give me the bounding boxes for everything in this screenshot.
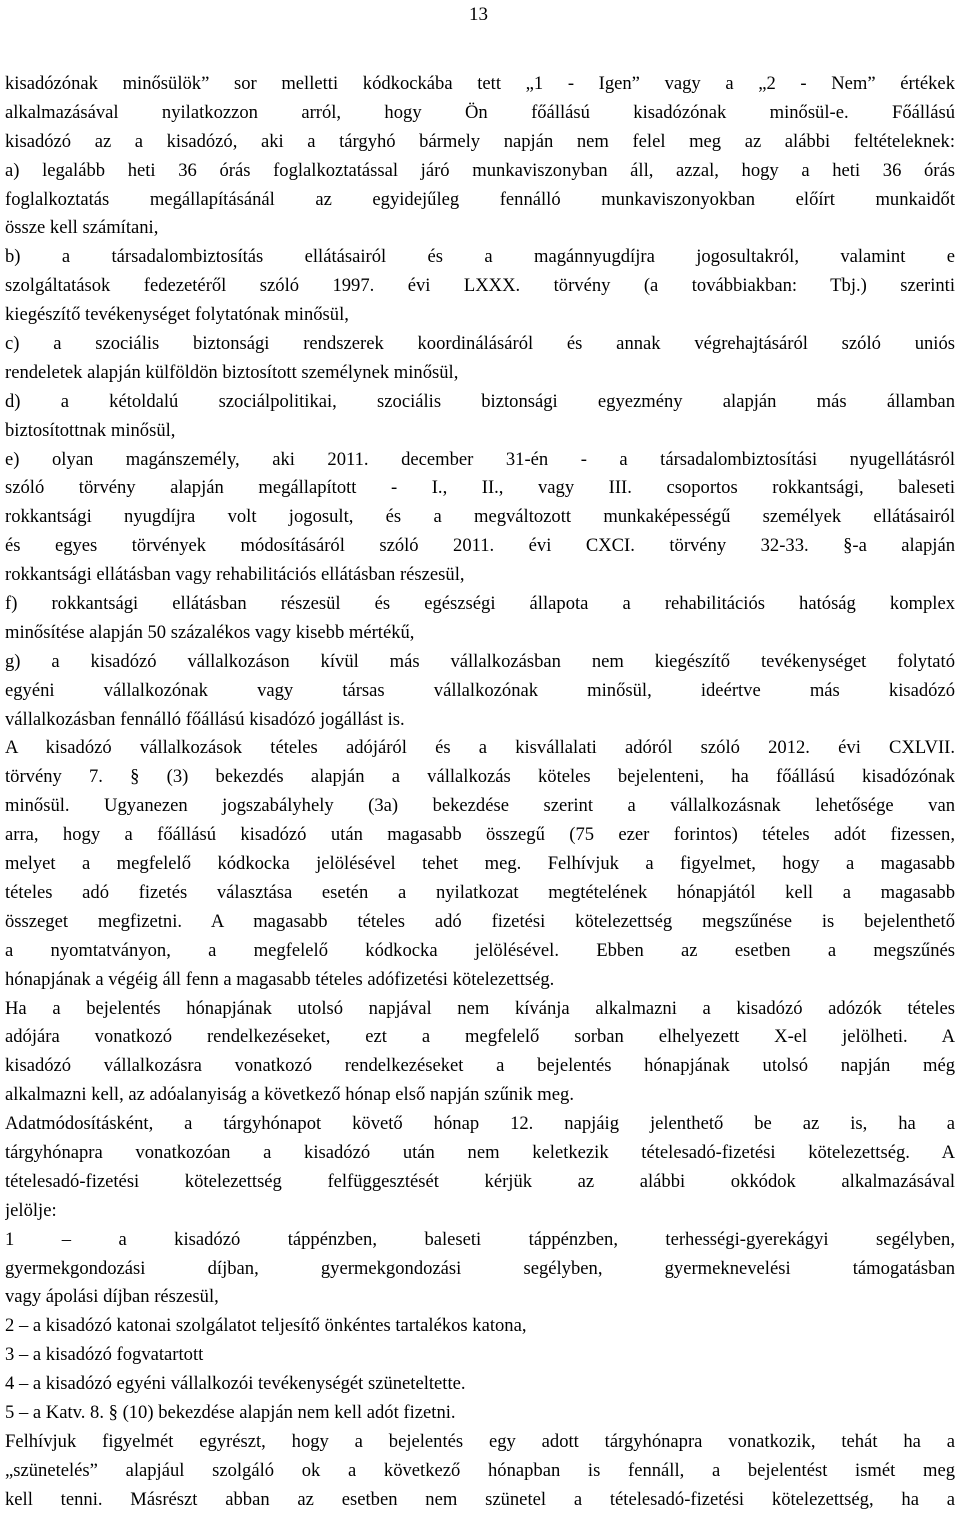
text-line: a) legalább heti 36 órás foglalkoztatással járó munkaviszonyban áll, azzal, hogy a heti 36 órás: [5, 159, 955, 181]
text-line: jelölje:: [5, 1199, 57, 1221]
text-line: alkalmazni kell, az adóalanyiság a következő hónap első napján szűnik meg.: [5, 1084, 574, 1106]
text-line: minősül. Ugyanezen jogszabályhely (3a) bekezdése szerint a vállalkozásnak lehetősége van: [5, 795, 955, 817]
text-line: vállalkozásban fennálló főállású kisadózó jogállást is.: [5, 708, 405, 730]
text-line: f) rokkantsági ellátásban részesül és egészségi állapota a rehabilitációs hatóság komplex: [5, 593, 955, 615]
text-line: „szünetelés” alapjául szolgáló ok a következő hónapban is fennáll, a bejelentést ismét meg: [5, 1459, 955, 1481]
text-line: kell tenni. Másrészt abban az esetben nem szünetel a tételesadó-fizetési kötelezettség, ha a: [5, 1488, 955, 1510]
text-line: gyermekgondozási díjban, gyermekgondozási segélyben, gyermeknevelési támogatásban: [5, 1257, 955, 1279]
text-line: e) olyan magánszemély, aki 2011. december 31-én - a társadalombiztosítási nyugellátásról: [5, 448, 955, 470]
text-line: és egyes törvények módosításáról szóló 2011. évi CXCI. törvény 32-33. §-a alapján: [5, 535, 955, 557]
text-line: kiegészítő tevékenységet folytatónak minősül,: [5, 304, 349, 326]
text-line: d) a kétoldalú szociálpolitikai, szociális biztonsági egyezmény alapján más államban: [5, 390, 955, 412]
text-line: tételesadó-fizetési kötelezettség felfüggesztését kérjük az alábbi okkódok alkalmazásával: [5, 1170, 955, 1192]
text-line: minősítése alapján 50 százalékos vagy kisebb mértékű,: [5, 621, 415, 643]
page-number: 13: [469, 4, 488, 25]
text-line: c) a szociális biztonsági rendszerek koordinálásáról és annak végrehajtásáról szóló uniós: [5, 333, 955, 355]
text-line: A kisadózó vállalkozások tételes adójáról és a kisvállalati adóról szóló 2012. évi CXLVII.: [5, 737, 955, 759]
document-body: [5, 70, 955, 1515]
text-line: rendeletek alapján külföldön biztosított személynek minősül,: [5, 361, 459, 383]
text-line: 2 – a kisadózó katonai szolgálatot teljesítő önkéntes tartalékos katona,: [5, 1315, 527, 1337]
text-line: tárgyhónapra vonatkozóan a kisadózó után nem keletkezik tételesadó-fizetési kötelezettség. A: [5, 1141, 955, 1163]
text-line: kisadózó az a kisadózó, aki a tárgyhó bármely napján nem felel meg az alábbi feltételeknek:: [5, 130, 955, 152]
text-line: Ha a bejelentés hónapjának utolsó napjával nem kívánja alkalmazni a kisadózó adózók tételes: [5, 997, 955, 1019]
text-line: biztosítottnak minősül,: [5, 419, 176, 441]
text-line: hónapjának a végéig áll fenn a magasabb tételes adófizetési kötelezettség.: [5, 968, 555, 990]
text-line: foglalkoztatás megállapításánál az egyidejűleg fennálló munkaviszonyokban előírt munkaidőt: [5, 188, 955, 210]
text-line: kisadózónak minősülök” sor melletti kódkockába tett „1 - Igen” vagy a „2 - Nem” értékek: [5, 73, 955, 94]
text-line: össze kell számítani,: [5, 217, 159, 239]
text-line: vagy ápolási díjban részesül,: [5, 1286, 219, 1308]
text-line: 3 – a kisadózó fogvatartott: [5, 1344, 204, 1366]
text-line: adójára vonatkozó rendelkezéseket, ezt a megfelelő sorban elhelyezett X-el jelölheti. A: [5, 1026, 955, 1048]
text-line: 1 – a kisadózó táppénzben, baleseti táppénzben, terhességi-gyerekágyi segélyben,: [5, 1228, 955, 1250]
text-line: 5 – a Katv. 8. § (10) bekezdése alapján nem kell adót fizetni.: [5, 1401, 456, 1423]
text-line: a nyomtatványon, a megfelelő kódkocka jelölésével. Ebben az esetben a megszűnés: [5, 939, 955, 961]
text-line: rokkantsági nyugdíjra volt jogosult, és a megváltozott munkaképességű személyek ellátásairól: [5, 506, 955, 528]
text-line: összeget megfizetni. A magasabb tételes adó fizetési kötelezettség megszűnése is bejelenthető: [5, 910, 955, 932]
text-line: törvény 7. § (3) bekezdés alapján a vállalkozás köteles bejelenteni, ha főállású kisadózónak: [5, 766, 955, 788]
text-line: kisadózó vállalkozásra vonatkozó rendelkezéseket a bejelentés hónapjának utolsó napján még: [5, 1055, 955, 1077]
text-line: g) a kisadózó vállalkozáson kívül más vállalkozásban nem kiegészítő tevékenységet folytató: [5, 650, 955, 672]
text-line: szolgáltatások fedezetéről szóló 1997. évi LXXX. törvény (a továbbiakban: Tbj.) szerinti: [5, 275, 955, 297]
text-line: tételes adó fizetés választása esetén a nyilatkozat megtételének hónapjától kell a magasabb: [5, 881, 955, 903]
text-line: arra, hogy a főállású kisadózó után magasabb összegű (75 ezer forintos) tételes adót fizessen,: [5, 824, 955, 846]
text-line: alkalmazásával nyilatkozzon arról, hogy Ön főállású kisadózónak minősül-e. Főállású: [5, 101, 955, 123]
text-line: rokkantsági ellátásban vagy rehabilitációs ellátásban részesül,: [5, 564, 465, 586]
text-line: b) a társadalombiztosítás ellátásairól és a magánnyugdíjra jogosultakról, valamint e: [5, 246, 955, 268]
text-line: melyet a megfelelő kódkocka jelölésével tehet meg. Felhívjuk a figyelmet, hogy a magasabb: [5, 853, 955, 875]
text-line: szóló törvény alapján megállapított - I., II., vagy III. csoportos rokkantsági, baleseti: [5, 477, 955, 499]
text-line: egyéni vállalkozónak vagy társas vállalkozónak minősül, ideértve más kisadózó: [5, 679, 955, 701]
text-line: Felhívjuk figyelmét egyrészt, hogy a bejelentés egy adott tárgyhónapra vonatkozik, tehát ha a: [5, 1430, 955, 1452]
text-line: Adatmódosításként, a tárgyhónapot követő hónap 12. napjáig jelenthető be az is, ha a: [5, 1113, 955, 1135]
text-line: 4 – a kisadózó egyéni vállalkozói tevékenységét szüneteltette.: [5, 1373, 466, 1395]
